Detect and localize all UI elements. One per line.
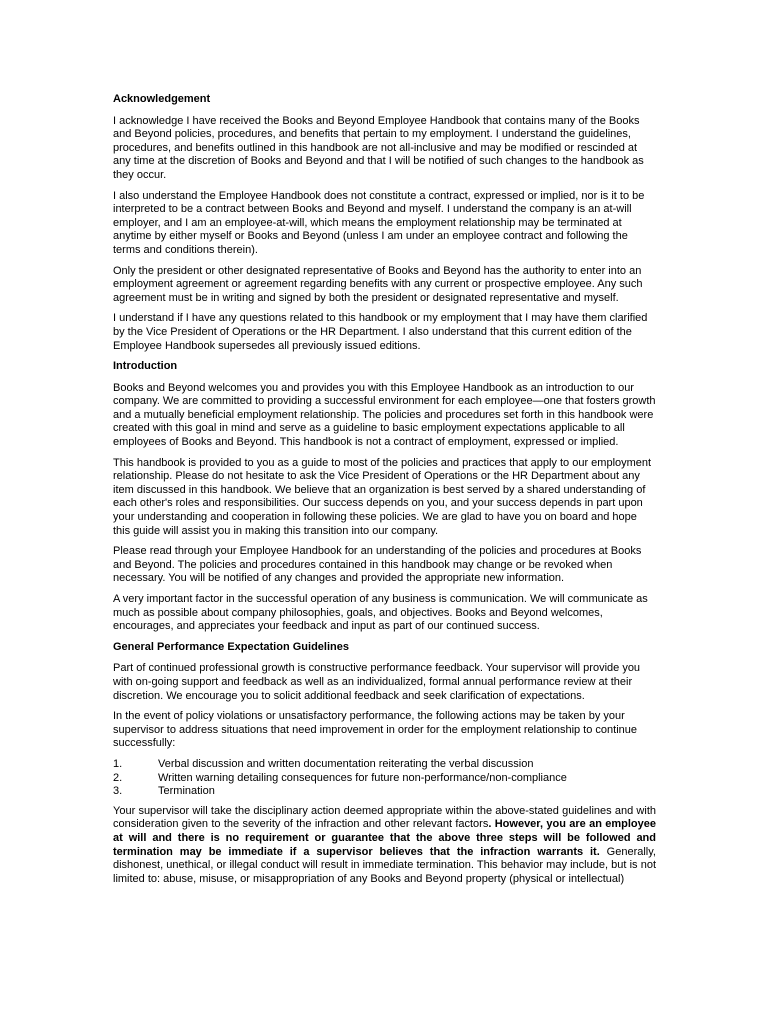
list-item-number: 1. (113, 757, 123, 770)
closing-bold-text: . However, you are an employee at will and there is no requirement or guarantee that the above three steps will be followed and termination may be immediate if a supervisor believes that the infraction warrants it. (113, 818, 656, 858)
acknowledgement-paragraph: Only the president or other designated representative of Books and Beyond has the authority to enter into an employment agreement or agreement regarding benefits with any current or prospective employee. Any such agreement must be in writing and signed by both the president or designated representative and myself. (113, 264, 643, 304)
disciplinary-closing-paragraph (113, 805, 656, 887)
list-item (113, 772, 656, 786)
disciplinary-steps-list (113, 758, 656, 799)
closing-text: Generally, dishonest, unethical, or illegal conduct will result in immediate termination. This behavior may include, but is not limited to: abuse, misuse, or misappropriation of any Books and Beyond property (physical or intellectual) (113, 845, 656, 885)
performance-heading: General Performance Expectation Guidelines (113, 640, 349, 653)
acknowledgement-paragraph: I understand if I have any questions related to this handbook or my employment that I may have them clarified by the Vice President of Operations or the HR Department. I also understand that this current edition of the Employee Handbook supersedes all previously issued editions. (113, 312, 648, 352)
introduction-heading: Introduction (113, 360, 178, 373)
introduction-paragraph: Books and Beyond welcomes you and provides you with this Employee Handbook as an introduction to our company. We are committed to providing a successful environment for each employee—one that fosters growth and a mutually beneficial employment relationship. The policies and procedures set forth in this handbook were created with this goal in mind and serve as a guideline to basic employment expectations applicable to all employees of Books and Beyond. This handbook is not a contract of employment, expressed or implied. (113, 381, 656, 449)
list-item-text: Termination (158, 785, 215, 798)
acknowledgement-heading: Acknowledgement (113, 93, 211, 105)
list-item (113, 758, 656, 772)
performance-paragraph: In the event of policy violations or unsatisfactory performance, the following actions may be taken by your supervisor to address situations that need improvement in order for the employment relationship to continue successfully: (113, 710, 638, 750)
list-item-number: 3. (113, 785, 123, 798)
acknowledgement-paragraph: I also understand the Employee Handbook does not constitute a contract, expressed or implied, nor is it to be interpreted to be a contract between Books and Beyond and myself. I understand the company is an at-will employer, and I am an employee-at-will, which means the employment relationship may be terminated at anytime by either myself or Books and Beyond (unless I am under an employee contract and following the terms and conditions therein). (113, 189, 645, 256)
introduction-paragraph: Please read through your Employee Handbook for an understanding of the policies and procedures at Books and Beyond. The policies and procedures contained in this handbook may change or be revoked when necessary. You will be notified of any changes and provided the appropriate new information. (113, 545, 642, 585)
performance-paragraph: Part of continued professional growth is constructive performance feedback. Your supervisor will provide you with on-going support and feedback as well as an individualized, formal annual performance review at their discretion. We encourage you to solicit additional feedback and seek clarification of expectations. (113, 662, 641, 702)
list-item-text: Written warning detailing consequences for future non-performance/non-compliance (158, 771, 567, 784)
introduction-paragraph: A very important factor in the successful operation of any business is communication. We will communicate as much as possible about company philosophies, goals, and objectives. Books and Beyond welcomes, encourages, and appreciates your feedback and input as part of our continued success. (113, 593, 648, 633)
introduction-paragraph: This handbook is provided to you as a guide to most of the policies and practices that apply to our employment relationship. Please do not hesitate to ask the Vice President of Operations or the HR Department about any item discussed in this handbook. We believe that an organization is best served by a shared understanding of each other's roles and responsibilities. Our success depends on you, and your success depends in part upon your understanding and cooperation in following these policies. We are glad to have you on board and hope this guide will assist you in making this transition into our company. (113, 456, 652, 537)
list-item-text: Verbal discussion and written documentation reiterating the verbal discussion (158, 757, 534, 770)
acknowledgement-paragraph: I acknowledge I have received the Books and Beyond Employee Handbook that contains many of the Books and Beyond policies, procedures, and benefits that pertain to my employment. I understand the guidelines, procedures, and benefits outlined in this handbook are not all-inclusive and may be modified or rescinded at any time at the discretion of Books and Beyond and that I will be notified of such changes to the handbook as they occur. (113, 114, 644, 181)
list-item-number: 2. (113, 771, 123, 784)
list-item (113, 785, 656, 799)
closing-text: Your supervisor will take the disciplinary action deemed appropriate within the above-stated guidelines and with consideration given to the severity of the infraction and other relevant factors (113, 804, 656, 831)
